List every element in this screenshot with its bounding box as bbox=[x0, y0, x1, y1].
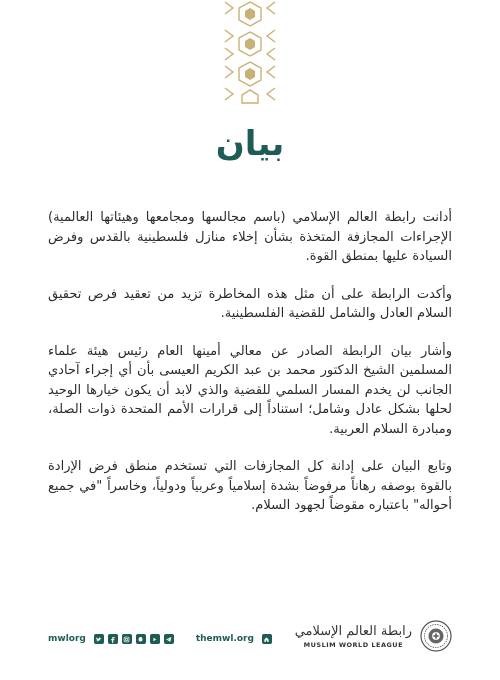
social-handle[interactable]: mwlorg bbox=[48, 634, 86, 644]
page-title: بيان bbox=[215, 124, 285, 164]
snapchat-icon[interactable] bbox=[136, 634, 146, 644]
footer bbox=[0, 600, 500, 680]
social-bar bbox=[48, 634, 272, 644]
paragraph: أدانت رابطة العالم الإسلامي (باسم مجالسها ومجامعها وهيئاتها العالمية) الإجراءات المجازفة المتخذة بشأن إخلاء منازل فلسطينية بالقدس وفرض السيادة عليها بمنطق القوة. bbox=[48, 210, 452, 264]
seal-icon bbox=[420, 620, 452, 652]
website-link[interactable]: themwl.org bbox=[195, 634, 254, 644]
website-icon[interactable] bbox=[262, 634, 272, 644]
paragraph: وأكدت الرابطة على أن مثل هذه المخاطرة تزيد من تعقيد فرص تحقيق السلام العادل والشامل للقضية الفلسطينية. bbox=[48, 286, 452, 321]
youtube-icon[interactable] bbox=[150, 634, 160, 644]
instagram-icon[interactable] bbox=[122, 634, 132, 644]
statement-body bbox=[48, 208, 452, 534]
paragraph: وتابع البيان على إدانة كل المجازفات التي تستخدم منطق فرض الإرادة بالقوة بوصفه رهاناً مرفوضاً بشدة إسلامياً وعربياً ودولياً، وخاسراً "في جميع أحواله" باعتباره مقوضاً لجهود السلام. bbox=[48, 459, 452, 513]
ornament-icon bbox=[221, 0, 279, 104]
mwl-logo bbox=[295, 620, 452, 652]
paragraph: وأشار بيان الرابطة الصادر عن معالي أمينها العام رئيس هيئة علماء المسلمين الشيخ الدكتور محمد بن عبد الكريم العيسى بأن أي إجراء آحادي الجانب لن يخدم المسار السلمي للقضية والذي لابد أن يكون خيارها الوحيد لحلها بشكل عادل وشامل؛ استناداً إلى قرارات الأمم المتحدة ذوات الصلة، ومبادرة السلام العربية. bbox=[48, 343, 452, 437]
twitter-icon[interactable] bbox=[94, 634, 104, 644]
facebook-icon[interactable] bbox=[108, 634, 118, 644]
telegram-icon[interactable] bbox=[164, 634, 174, 644]
logo-arabic-text: رابطة العالم الإسلامي bbox=[294, 623, 412, 639]
logo-english-text: MUSLIM WORLD LEAGUE bbox=[303, 640, 404, 649]
